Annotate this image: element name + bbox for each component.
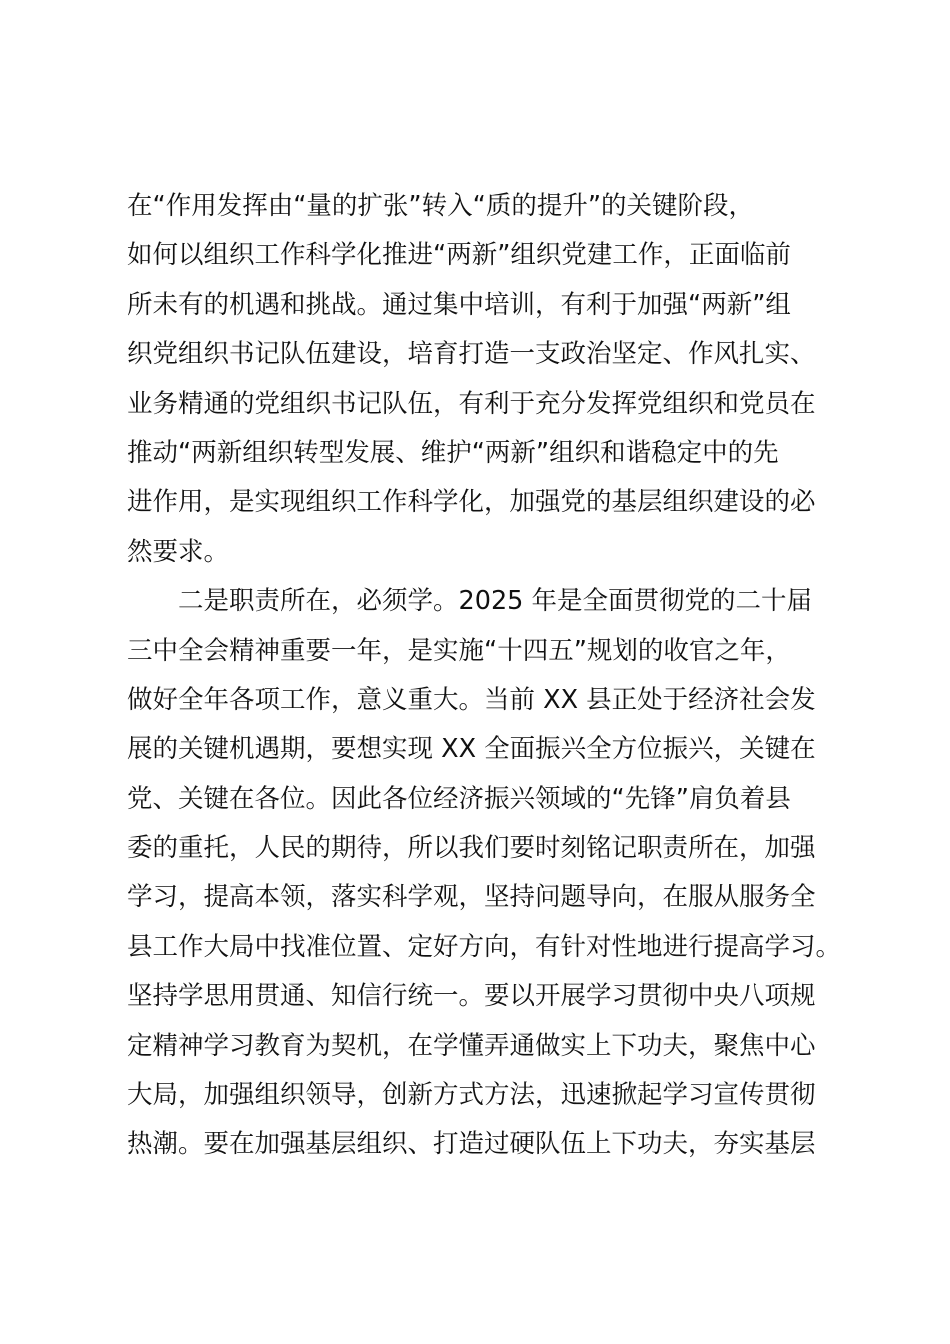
text-line: 如何以组织工作科学化推进“两新”组织党建工作，正面临前 xyxy=(127,240,791,271)
text-line: 在“作用发挥由“量的扩张”转入“质的提升”的关键阶段， xyxy=(127,191,755,221)
text-line: 热潮。要在加强基层组织、打造过硬队伍上下功夫，夯实基层 xyxy=(127,1129,816,1160)
text-line: 进作用，是实现组织工作科学化，加强党的基层组织建设的必 xyxy=(127,487,816,518)
text-line: 然要求。 xyxy=(127,536,230,567)
text-line: 做好全年各项工作，意义重大。当前 XX 县正处于经济社会发 xyxy=(127,684,816,715)
text-line: 县工作大局中找准位置、定好方向，有针对性地进行提高学习。 xyxy=(127,931,842,962)
text-line: 织党组织书记队伍建设，培育打造一支政治坚定、作风扎实、 xyxy=(127,339,816,370)
text-line: 党、关键在各位。因此各位经济振兴领域的“先锋”肩负着县 xyxy=(127,783,791,814)
text-line: 学习，提高本领，落实科学观，坚持问题导向，在服从服务全 xyxy=(127,882,816,913)
text-line: 展的关键机遇期，要想实现 XX 全面振兴全方位振兴，关键在 xyxy=(127,734,816,765)
text-line: 坚持学思用贯通、知信行统一。要以开展学习贯彻中央八项规 xyxy=(127,981,816,1012)
text-line: 大局，加强组织领导，创新方式方法，迅速掀起学习宣传贯彻 xyxy=(127,1080,816,1111)
text-line: 三中全会精神重要一年，是实施“十四五”规划的收官之年， xyxy=(127,635,791,666)
text-line: 所未有的机遇和挑战。通过集中培训，有利于加强“两新”组 xyxy=(127,289,791,320)
text-line: 业务精通的党组织书记队伍，有利于充分发挥党组织和党员在 xyxy=(127,388,816,419)
text-line: 委的重托，人民的期待，所以我们要时刻铭记职责所在，加强 xyxy=(127,833,816,864)
body-text xyxy=(127,182,887,1170)
text-line: 二是职责所在，必须学。2025 年是全面贯彻党的二十届 xyxy=(127,586,813,617)
text-line: 定精神学习教育为契机，在学懂弄通做实上下功夫，聚焦中心 xyxy=(127,1030,816,1061)
text-line: 推动“两新组织转型发展、维护“两新”组织和谐稳定中的先 xyxy=(127,437,779,468)
